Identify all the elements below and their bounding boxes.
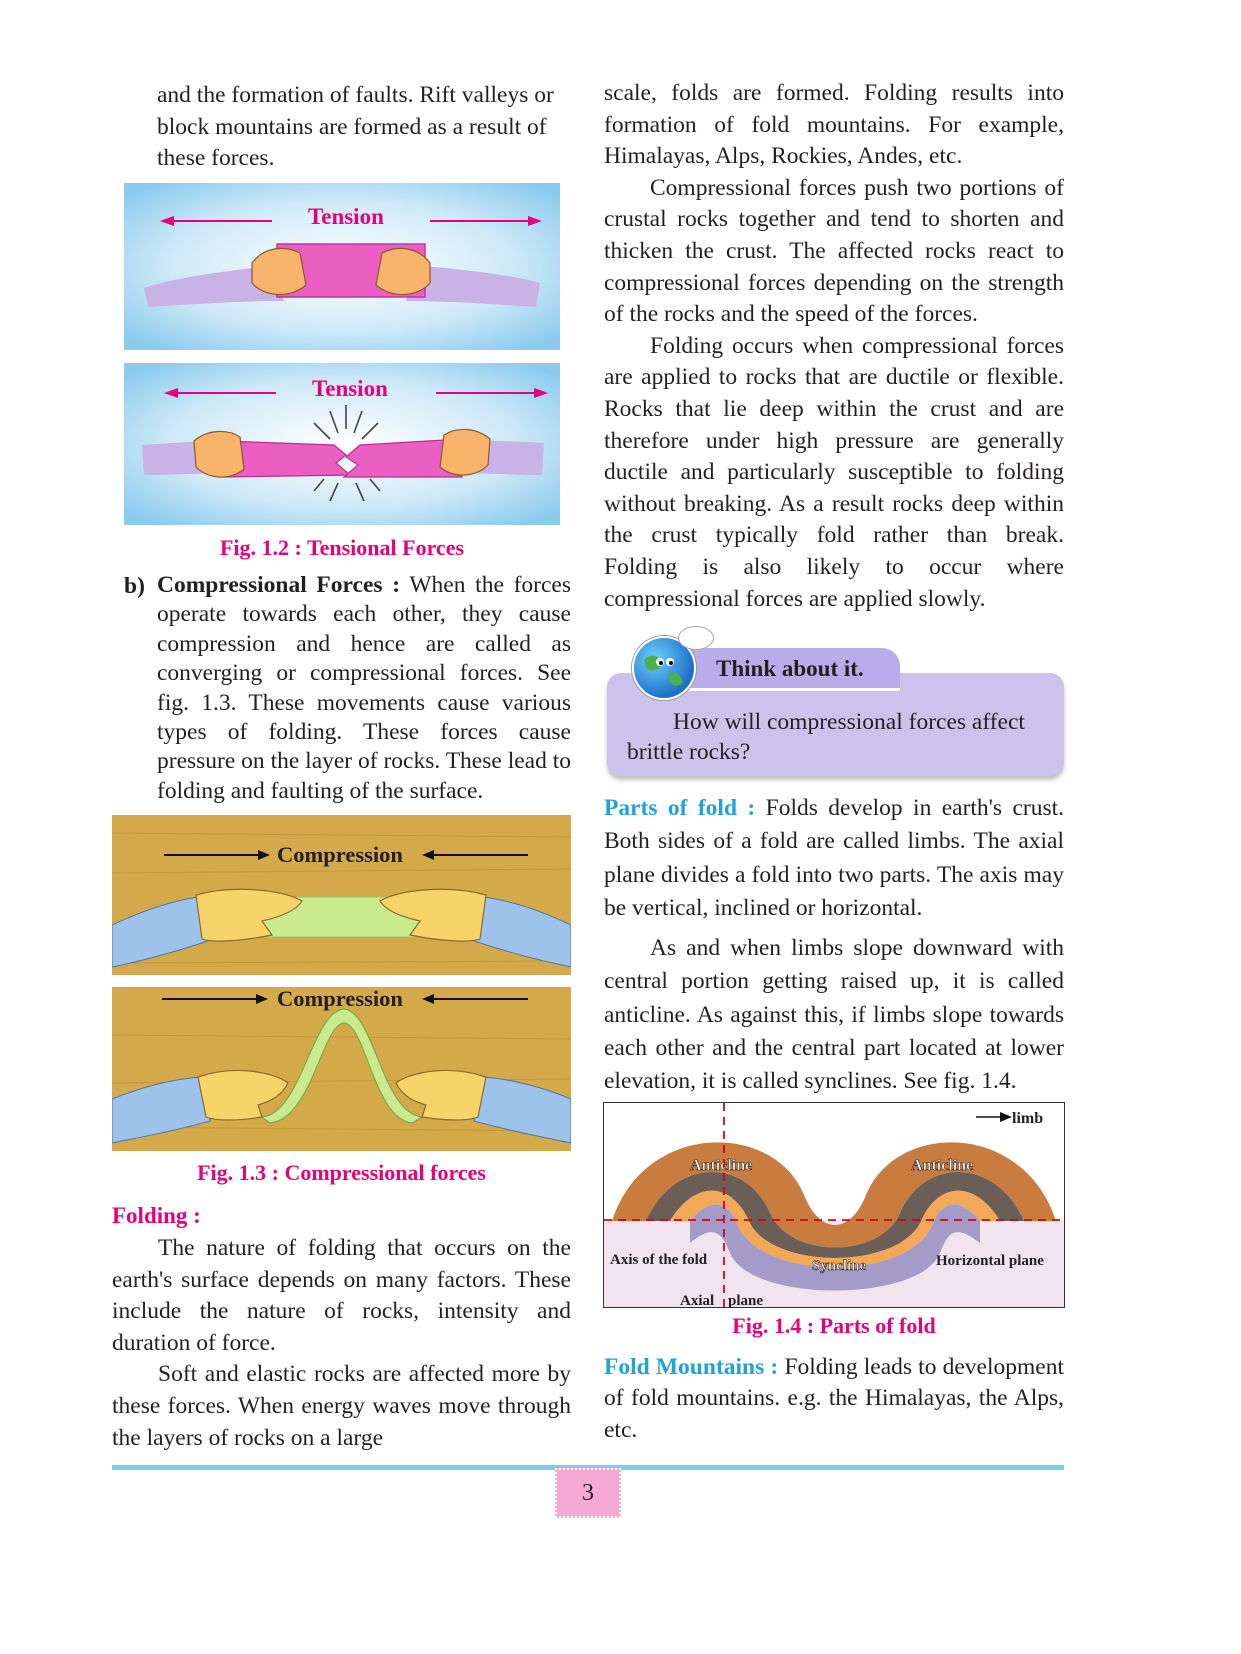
tension-label-1: Tension: [308, 204, 384, 229]
fig-1-3-caption: Fig. 1.3 : Compressional forces: [197, 1160, 486, 1185]
parts-text: Folds develop in earth's crust. Both sides of a fold are called limbs. The axial plane divides a fold into two parts. The axis may be vertical, inclined or horizontal.: [604, 795, 1064, 921]
intro-line: block mountains are formed as a result of: [157, 113, 547, 140]
think-title: Think about it.: [716, 656, 864, 681]
intro-line: these forces.: [157, 145, 275, 172]
fold-mountains-heading: Fold Mountains :: [604, 1354, 779, 1380]
compression-label-2: Compression: [277, 986, 403, 1011]
right-text-top: [604, 78, 1064, 615]
fold-mountains-paragraph: [604, 1352, 1064, 1446]
compressional-paragraph: [157, 571, 571, 806]
intro-line: and the formation of faults. Rift valleys or: [157, 82, 554, 108]
page-number: 3: [582, 1479, 594, 1506]
axial-label: Axial: [680, 1293, 715, 1307]
anticline-left-label: Anticline: [690, 1157, 753, 1174]
right-paragraph-2: Compressional forces push two portions of crustal rocks together and tend to shorten and thicken the crust. The affected rocks react to compressional forces depending on the strength of the rocks and the speed of the forces.: [604, 174, 1064, 328]
limb-label: limb: [1012, 1110, 1044, 1127]
folding-paragraph-2: Soft and elastic rocks are affected more by these forces. When energy waves move through the layers of rocks on a large: [112, 1361, 571, 1451]
parts-of-fold-diagram: [603, 1102, 1065, 1308]
right-paragraph-3: Folding occurs when compressional forces are applied to rocks that are ductile or flexible. Rocks that lie deep within the crust and are therefore under high pressure are generally ductile and particularly susceptible to folding without breaking. As a result rocks deep within the crust typically fold rather than break. Folding is also likely to occur where compressional forces are applied slowly.: [604, 332, 1064, 612]
anticline-text: As and when limbs slope downward with central portion getting raised up, it is called anticline. As against this, if limbs slope towards each other and the central part located at lower elevation, it is called synclines. See fig. 1.4.: [604, 935, 1064, 1095]
intro-text: [157, 80, 572, 175]
syncline-label: Syncline: [812, 1258, 867, 1274]
tension-label-2: Tension: [312, 376, 388, 401]
compressional-title: Compressional Forces :: [157, 572, 401, 598]
fold-mountains-text: Folding leads to development of fold mountains. e.g. the Himalayas, the Alps, etc.: [604, 1354, 1065, 1443]
page-number-badge: [555, 1468, 621, 1518]
horizontal-plane-label: Horizontal plane: [936, 1253, 1044, 1269]
plane-label: plane: [728, 1293, 764, 1307]
parts-of-fold-paragraph: [604, 792, 1064, 925]
think-text: [627, 707, 1047, 767]
compressional-text: When the forces operate towards each other, they cause compression and hence are called as converging or compressional forces. See fig. 1.3. These movements cause various types of folding. These forces cause pressure on the layer of rocks. These lead to folding and faulting of the surface.: [157, 572, 571, 804]
axis-label: Axis of the fold: [610, 1252, 708, 1268]
folding-paragraph-1: The nature of folding that occurs on the earth's surface depends on many factors. These include the nature of rocks, intensity and duration of force.: [112, 1235, 571, 1356]
compression-illustration-flat: [112, 815, 571, 975]
fig-1-4-caption: Fig. 1.4 : Parts of fold: [732, 1313, 936, 1338]
thought-bubble-icon: [678, 626, 714, 650]
compression-label-1: Compression: [277, 842, 403, 867]
anticline-right-label: Anticline: [911, 1157, 974, 1174]
anticline-paragraph: [604, 932, 1064, 1098]
right-paragraph-1: scale, folds are formed. Folding results into formation of fold mountains. For example, Himalayas, Alps, Rockies, Andes, etc.: [604, 80, 1064, 170]
folding-heading: Folding :: [112, 1203, 201, 1228]
compressional-marker: b): [124, 573, 145, 599]
folding-text: [112, 1233, 571, 1454]
parts-heading: Parts of fold :: [604, 795, 756, 821]
think-question: How will compressional forces affect brittle rocks?: [627, 709, 1025, 765]
fig-1-2-caption: Fig. 1.2 : Tensional Forces: [219, 535, 465, 560]
